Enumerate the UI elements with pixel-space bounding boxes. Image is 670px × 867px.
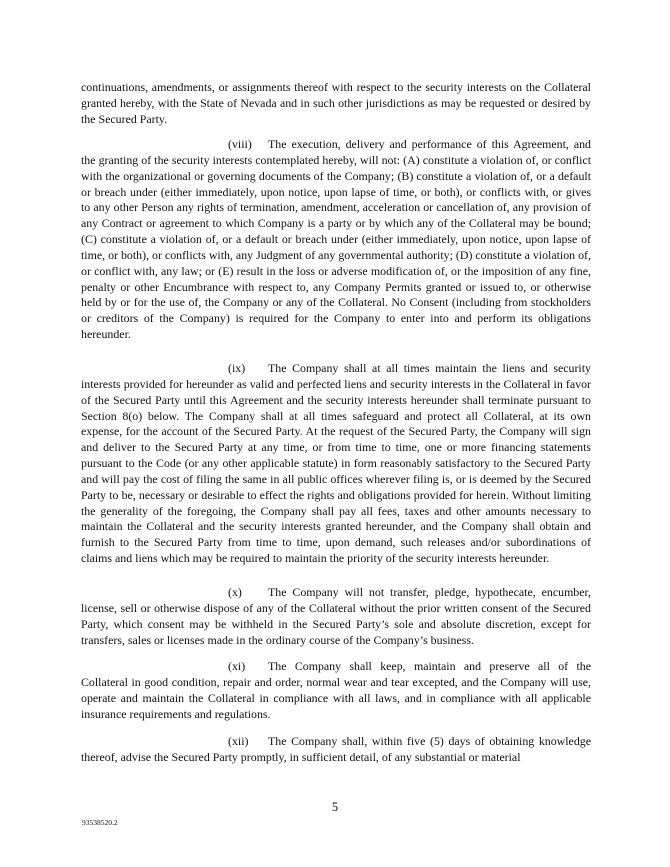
paragraph-xii [81,734,591,766]
paragraph-text: The Company will not transfer, pledge, hypothecate, encumber, license, sell or otherwise dispose of any of the Collateral without the prior written consent of the Secured Party, which consent may be withheld in the Secured Party’s sole and absolute discretion, except for transfers, sales or licenses made in the ordinary course of the Company’s business. [81,585,591,647]
paragraph-number: (viii) [228,137,252,151]
document-id: 93538520.2 [82,818,118,827]
paragraph-number: (xii) [228,734,249,748]
paragraph-text: continuations, amendments, or assignments thereof with respect to the security interests on the Collateral granted hereby, with the State of Nevada and in such other jurisdictions as may be requested or desired by the Secured Party. [81,80,591,126]
paragraph-ix [81,361,591,567]
paragraph-number: (x) [228,585,242,599]
paragraph-viii [81,137,591,343]
paragraph-number: (ix) [228,361,246,375]
paragraph-continuation [81,80,591,128]
paragraph-xi [81,659,591,722]
paragraph-x [81,585,591,648]
page-number: 5 [331,800,339,814]
paragraph-text: The Company shall keep, maintain and preserve all of the Collateral in good condition, repair and order, normal wear and tear excepted, and the Company will use, operate and maintain the Collateral in compliance with all laws, and in compliance with all applicable insurance requirements and regulations. [81,659,591,721]
paragraph-text: The execution, delivery and performance of this Agreement, and the granting of the security interests contemplated hereby, will not: (A) constitute a violation of, or conflict with the organizational or governing documents of the Company; (B) constitute a violation of, or a default or breach under (either immediately, upon notice, upon lapse of time, or both), or conflicts with, or gives to any other Person any rights of termination, amendment, acceleration or cancellation of, any provision of any Contract or agreement to which Company is a party or by which any of the Collateral may be bound; (C) constitute a violation of, or a default or breach under (either immediately, upon notice, upon lapse of time, or both), or conflicts with, any Judgment of any governmental authority; (D) constitute a violation of, or conflict with, any law; or (E) result in the loss or adverse modification of, or the imposition of any fine, penalty or other Encumbrance with respect to, any Company Permits granted or issued to, or otherwise held by or for the use of, the Company or any of the Collateral. No Consent (including from stockholders or creditors of the Company) is required for the Company to enter into and perform its obligations hereunder. [81,137,591,342]
paragraph-text: The Company shall at all times maintain the liens and security interests provided for hereunder as valid and perfected liens and security interests in the Collateral in favor of the Secured Party until this Agreement and the security interests hereunder shall terminate pursuant to Section 8(o) below. The Company shall at all times safeguard and protect all Collateral, at its own expense, for the account of the Secured Party. At the request of the Secured Party, the Company will sign and deliver to the Secured Party at any time, or from time to time, one or more financing statements pursuant to the Code (or any other applicable statute) in form reasonably satisfactory to the Secured Party and will pay the cost of filing the same in all public offices wherever filing is, or is deemed by the Secured Party to be, necessary or desirable to effect the rights and obligations provided for herein. Without limiting the generality of the foregoing, the Company shall pay all fees, taxes and other amounts necessary to maintain the Collateral and the security interests granted hereunder, and the Company shall obtain and furnish to the Secured Party from time to time, upon demand, such releases and/or subordinations of claims and liens which may be required to maintain the priority of the security interests hereunder. [81,361,591,566]
paragraph-text: The Company shall, within five (5) days of obtaining knowledge thereof, advise the Secured Party promptly, in sufficient detail, of any substantial or material [81,734,591,764]
paragraph-number: (xi) [228,659,246,673]
